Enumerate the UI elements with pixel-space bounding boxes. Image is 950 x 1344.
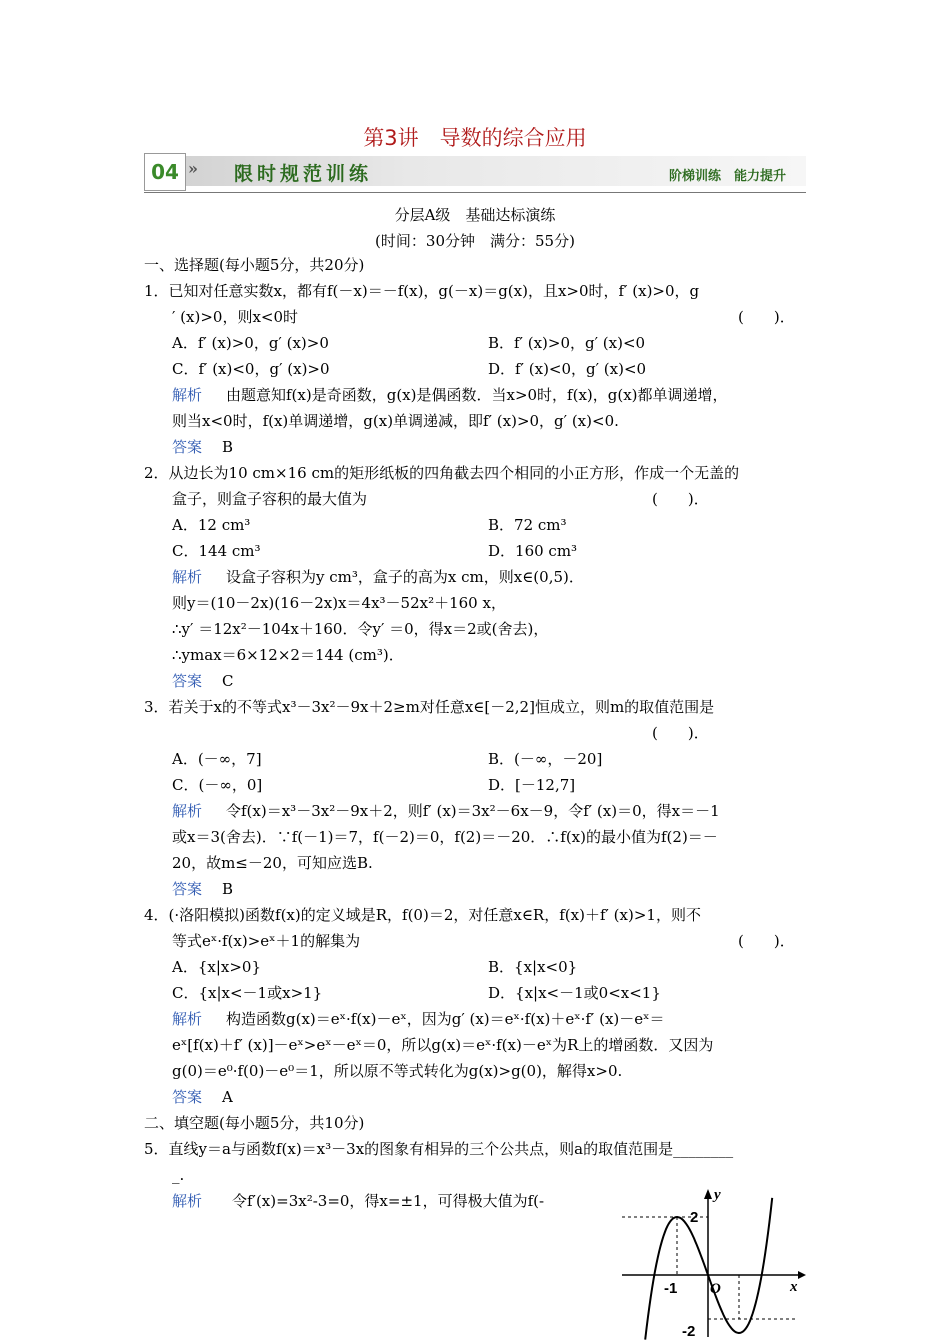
analysis-label: 解析 xyxy=(172,1010,203,1028)
answer-value: A xyxy=(222,1088,233,1106)
question-text: 等式eˣ·f(x)>eˣ＋1的解集为 xyxy=(172,932,361,950)
analysis-text: 20，故m≤－20，可知应选B. xyxy=(172,854,373,872)
answer-paren: ( )． xyxy=(652,490,709,508)
option-d: D．160 cm³ xyxy=(488,542,578,560)
banner-subtitle: 阶梯训练 能力提升 xyxy=(668,169,786,184)
analysis-text: 或x＝3(舍去)．∵f(－1)＝7，f(－2)＝0，f(2)＝－20．∴f(x)的最小值为f(2)＝－ xyxy=(172,828,718,846)
analysis-label: 解析 xyxy=(172,568,203,586)
answer-paren: ( )． xyxy=(738,932,795,950)
option-b: B．(－∞，－20] xyxy=(488,750,603,768)
max-label: 2 xyxy=(690,1209,699,1226)
question-text: 5．直线y＝a与函数f(x)＝x³－3x的图象有相异的三个公共点，则a的取值范围是________ xyxy=(144,1140,734,1158)
y-arrow-icon xyxy=(704,1189,712,1199)
analysis-text: 令f′(x)=3x²-3=0，得x=±1，可得极大值为f(- xyxy=(232,1192,545,1210)
option-a: A．(－∞，7] xyxy=(172,750,262,768)
min-label: -2 xyxy=(682,1323,696,1340)
option-b: B．72 cm³ xyxy=(488,516,567,534)
divider xyxy=(144,192,806,193)
answer-label: 答案 xyxy=(172,438,203,456)
option-a: A．{x|x>0} xyxy=(172,958,262,976)
question-text: _. xyxy=(172,1166,185,1184)
analysis-label: 解析 xyxy=(172,386,203,404)
x-arrow-icon xyxy=(798,1271,806,1279)
cubic-graph xyxy=(620,1185,810,1340)
option-d: D．{x|x<－1或0<x<1} xyxy=(488,984,661,1002)
answer-value: B xyxy=(222,438,234,456)
analysis-text: 构造函数g(x)＝eˣ·f(x)－eˣ，因为g′ (x)＝eˣ·f(x)＋eˣ·f′ (x)－eˣ＝ xyxy=(226,1010,665,1028)
option-b: B．{x|x<0} xyxy=(488,958,578,976)
analysis-text: 则当x<0时，f(x)单调递增，g(x)单调递减，即f′ (x)>0，g′ (x)<0. xyxy=(172,412,619,430)
option-d: D．[－12,7] xyxy=(488,776,576,794)
option-c: C．144 cm³ xyxy=(172,542,261,560)
option-c: C．f′ (x)<0，g′ (x)>0 xyxy=(172,360,330,378)
analysis-label: 解析 xyxy=(172,1192,203,1210)
question-text: 盒子，则盒子容积的最大值为 xyxy=(172,490,368,508)
analysis-text: 则y＝(10－2x)(16－2x)x＝4x³－52x²＋160 x， xyxy=(172,594,506,612)
analysis-text: ∴y′ ＝12x²－104x＋160．令y′ ＝0，得x＝2或(舍去)， xyxy=(172,620,549,638)
question-text: 2．从边长为10 cm×16 cm的矩形纸板的四角截去四个相同的小正方形，作成一个无盖的 xyxy=(144,464,740,482)
section-banner xyxy=(144,153,806,191)
analysis-text: 由题意知f(x)是奇函数，g(x)是偶函数．当x>0时，f(x)，g(x)都单调递增， xyxy=(226,386,728,404)
option-b: B．f′ (x)>0，g′ (x)<0 xyxy=(488,334,646,352)
option-c: C．(－∞，0] xyxy=(172,776,263,794)
page-title: 第3讲 导数的综合应用 xyxy=(363,126,587,150)
banner-title: 限时规范训练 xyxy=(234,163,373,185)
origin-label: O xyxy=(710,1281,721,1297)
answer-paren: ( )． xyxy=(652,724,709,742)
banner-number: 04 xyxy=(144,153,186,191)
analysis-text: g(0)＝e⁰·f(0)－e⁰＝1，所以原不等式转化为g(x)>g(0)，解得x>0. xyxy=(172,1062,623,1080)
x-label: x xyxy=(790,1279,798,1295)
minus-one-label: -1 xyxy=(664,1280,678,1297)
question-text: ′ (x)>0，则x<0时 xyxy=(172,308,299,326)
question-text: 1．已知对任意实数x，都有f(－x)＝－f(x)，g(－x)＝g(x)，且x>0时，f′ (x)>0，g xyxy=(144,282,700,300)
question-text: 4．(·洛阳模拟)函数f(x)的定义域是R，f(0)＝2，对任意x∈R，f(x)＋f′ (x)>1，则不 xyxy=(144,906,701,924)
analysis-text: 令f(x)＝x³－3x²－9x＋2，则f′ (x)＝3x²－6x－9，令f′ (x)＝0，得x＝－1 xyxy=(226,802,720,820)
analysis-text: ∴ymax＝6×12×2＝144 (cm³)． xyxy=(172,646,404,664)
option-d: D．f′ (x)<0，g′ (x)<0 xyxy=(488,360,647,378)
answer-label: 答案 xyxy=(172,672,203,690)
answer-label: 答案 xyxy=(172,1088,203,1106)
chevron-right-icon: » xyxy=(188,159,198,178)
question-text: 3．若关于x的不等式x³－3x²－9x＋2≥m对任意x∈[－2,2]恒成立，则m的取值范围是 xyxy=(144,698,715,716)
section-heading: 二、填空题(每小题5分，共10分) xyxy=(144,1114,365,1132)
y-label: y xyxy=(714,1187,721,1203)
analysis-text: eˣ[f(x)＋f′ (x)]－eˣ>eˣ－eˣ＝0，所以g(x)＝eˣ·f(x)－eˣ为R上的增函数．又因为 xyxy=(172,1036,714,1054)
option-a: A．f′ (x)>0，g′ (x)>0 xyxy=(172,334,329,352)
analysis-text: 设盒子容积为y cm³，盒子的高为x cm，则x∈(0,5)． xyxy=(226,568,584,586)
section-heading: 一、选择题(每小题5分，共20分) xyxy=(144,256,365,274)
level-heading: 分层A级 基础达标演练 xyxy=(394,206,556,224)
answer-value: C xyxy=(222,672,234,690)
answer-value: B xyxy=(222,880,234,898)
option-a: A．12 cm³ xyxy=(172,516,251,534)
option-c: C．{x|x<－1或x>1} xyxy=(172,984,323,1002)
time-heading: (时间：30分钟 满分：55分) xyxy=(375,232,575,250)
analysis-label: 解析 xyxy=(172,802,203,820)
answer-label: 答案 xyxy=(172,880,203,898)
answer-paren: ( )． xyxy=(738,308,795,326)
